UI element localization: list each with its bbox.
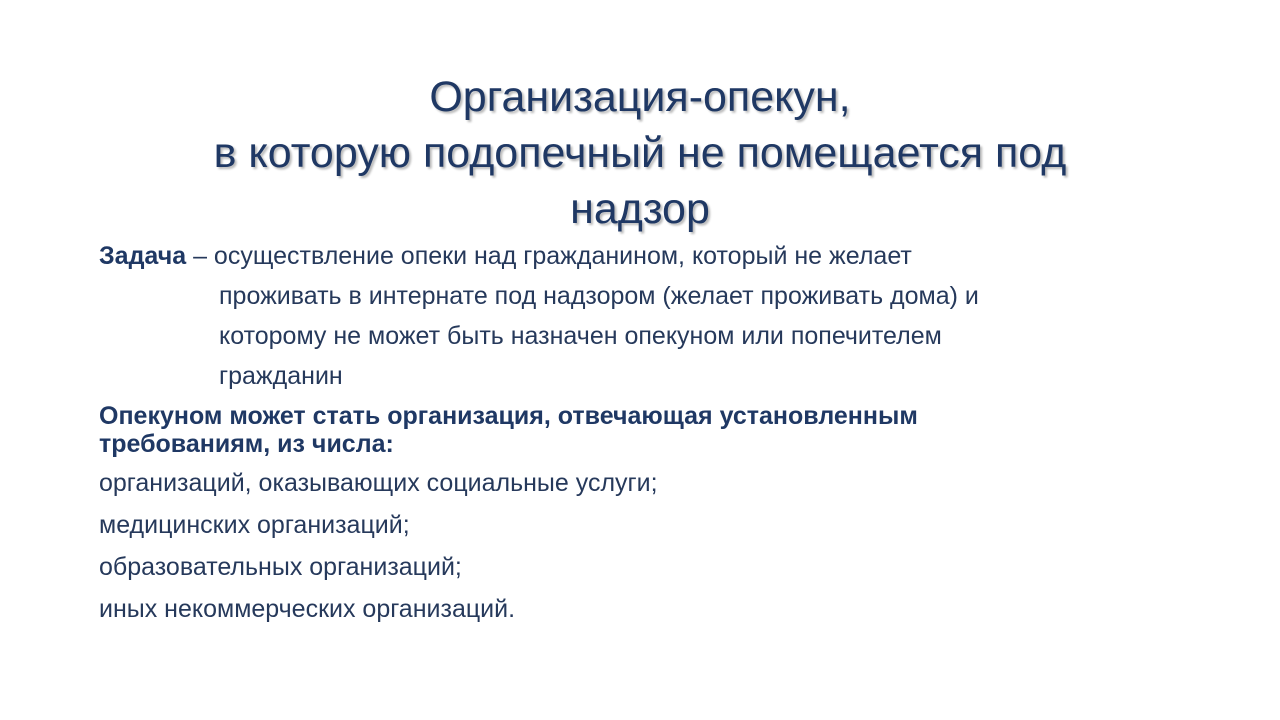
organization-list (99, 462, 1179, 630)
list-item: образовательных организаций; (99, 553, 462, 581)
title-line-3: надзор (570, 184, 710, 233)
list-item: медицинских организаций; (99, 511, 410, 539)
list-item: иных некоммерческих организаций. (99, 595, 516, 623)
slide-title (60, 69, 1220, 237)
slide-body (99, 236, 1179, 630)
task-lead: Задача (99, 242, 187, 270)
task-line-4: гражданин (219, 362, 343, 390)
title-line-1: Организация-опекун, (429, 72, 851, 121)
task-first-line-text: – осуществление опеки над гражданином, который не желает (186, 242, 912, 270)
task-line-2: проживать в интернате под надзором (желает проживать дома) и (219, 282, 979, 310)
task-paragraph (99, 236, 1179, 396)
guardian-heading-line-1: Опекуном может стать организация, отвечающая установленным (99, 402, 918, 430)
guardian-heading-line-2: требованиям, из числа: (99, 430, 394, 458)
guardian-heading (99, 402, 1179, 458)
task-line-3: которому не может быть назначен опекуном или попечителем (219, 322, 942, 350)
task-first-line (99, 236, 1179, 276)
title-line-2: в которую подопечный не помещается под (213, 128, 1067, 177)
list-item: организаций, оказывающих социальные услуги; (99, 469, 658, 497)
